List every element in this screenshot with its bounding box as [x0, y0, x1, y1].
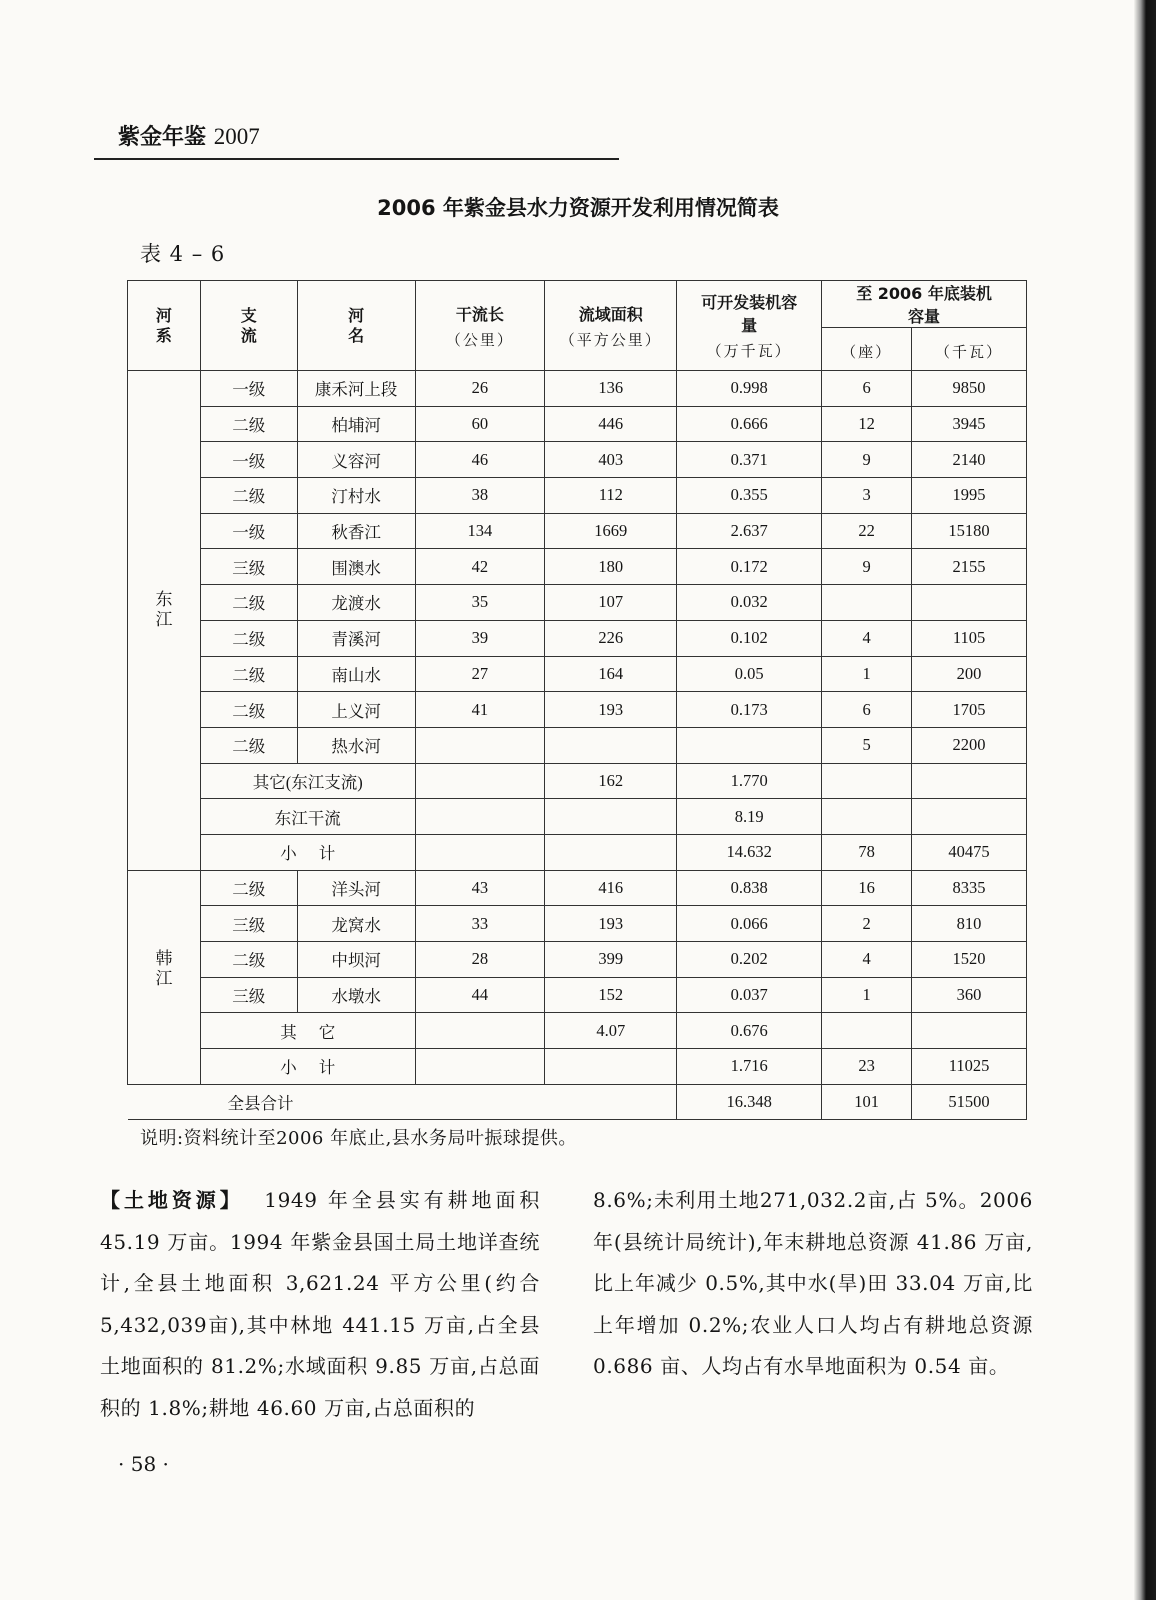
running-header	[118, 120, 260, 151]
cell-kw	[912, 799, 1027, 835]
cell-area: 107	[545, 585, 677, 621]
cell-count: 9	[822, 549, 912, 585]
cell-main-label: 东江干流	[200, 799, 415, 835]
cell-capacity: 0.998	[677, 371, 822, 407]
body-column-right	[593, 1180, 1033, 1388]
cell-length	[415, 763, 545, 799]
table-note: 说明:资料统计至2006 年底止,县水务局叶振球提供。	[140, 1128, 577, 1149]
cell-count: 6	[822, 692, 912, 728]
cell-length: 33	[415, 906, 545, 942]
table-row	[128, 727, 1027, 763]
cell-capacity: 2.637	[677, 513, 822, 549]
cell-name: 秋香江	[297, 513, 415, 549]
cell-area	[545, 834, 677, 870]
cell-name: 上义河	[297, 692, 415, 728]
cell-kw: 15180	[912, 513, 1027, 549]
cell-level: 三级	[200, 549, 297, 585]
cell-subtotal-label: 小计	[200, 1049, 415, 1085]
cell-length: 46	[415, 442, 545, 478]
cell-count: 1	[822, 656, 912, 692]
cell-count	[822, 585, 912, 621]
table-row	[128, 656, 1027, 692]
region-hanjiang: 韩江	[128, 870, 201, 1084]
cell-count	[822, 763, 912, 799]
table-row-other	[128, 1013, 1027, 1049]
table-row-other	[128, 763, 1027, 799]
cell-name: 汀村水	[297, 478, 415, 514]
table-row	[128, 513, 1027, 549]
cell-name: 热水河	[297, 727, 415, 763]
cell-name: 康禾河上段	[297, 371, 415, 407]
table-row-subtotal	[128, 834, 1027, 870]
cell-name: 围澳水	[297, 549, 415, 585]
cell-length: 60	[415, 406, 545, 442]
cell-capacity: 14.632	[677, 834, 822, 870]
cell-area: 446	[545, 406, 677, 442]
cell-count: 6	[822, 371, 912, 407]
cell-kw: 360	[912, 977, 1027, 1013]
cell-length	[415, 834, 545, 870]
cell-length	[415, 1049, 545, 1085]
cell-kw: 1995	[912, 478, 1027, 514]
cell-kw: 8335	[912, 870, 1027, 906]
body-text-left: 1949 年全县实有耕地面积45.19 万亩。1994 年紫金县国土局土地详查统计,全县土地面积 3,621.24 平方公里(约合 5,432,039亩),其中林地 441.15 万亩,占全县土地面积的 81.2%;水域面积 9.85 万亩,占总面积的 1.8%;耕地 46.60 万亩,占总面积的	[100, 1188, 540, 1420]
cell-count: 16	[822, 870, 912, 906]
table-row	[128, 585, 1027, 621]
header-year: 2007	[213, 124, 260, 149]
cell-capacity: 1.716	[677, 1049, 822, 1085]
table-row-main	[128, 799, 1027, 835]
header-book: 紫金年鉴	[118, 125, 207, 150]
cell-area	[545, 799, 677, 835]
cell-capacity: 0.202	[677, 942, 822, 978]
header-installed-kw: （千瓦）	[912, 328, 1027, 371]
cell-kw: 11025	[912, 1049, 1027, 1085]
cell-length: 41	[415, 692, 545, 728]
cell-level: 一级	[200, 513, 297, 549]
cell-level: 二级	[200, 727, 297, 763]
hydropower-table	[127, 280, 1027, 1120]
cell-kw: 1705	[912, 692, 1027, 728]
cell-level: 二级	[200, 620, 297, 656]
cell-area: 136	[545, 371, 677, 407]
table-row-total	[128, 1084, 1027, 1120]
cell-name: 洋头河	[297, 870, 415, 906]
table-label: 表 4 – 6	[140, 242, 226, 266]
cell-count: 12	[822, 406, 912, 442]
cell-length: 42	[415, 549, 545, 585]
body-column-left	[100, 1180, 540, 1429]
cell-name: 水墩水	[297, 977, 415, 1013]
cell-count: 78	[822, 834, 912, 870]
table-row	[128, 620, 1027, 656]
cell-length	[415, 727, 545, 763]
cell-area: 403	[545, 442, 677, 478]
cell-capacity: 0.066	[677, 906, 822, 942]
cell-capacity: 0.05	[677, 656, 822, 692]
cell-other-label: 其它(东江支流)	[200, 763, 415, 799]
cell-length: 27	[415, 656, 545, 692]
cell-area: 226	[545, 620, 677, 656]
cell-area: 112	[545, 478, 677, 514]
cell-kw	[912, 763, 1027, 799]
cell-capacity: 0.355	[677, 478, 822, 514]
cell-kw: 51500	[912, 1084, 1027, 1120]
cell-capacity: 0.666	[677, 406, 822, 442]
header-rule	[94, 158, 619, 160]
cell-length: 28	[415, 942, 545, 978]
cell-capacity: 16.348	[677, 1084, 822, 1120]
cell-kw: 3945	[912, 406, 1027, 442]
cell-area: 193	[545, 906, 677, 942]
cell-area: 416	[545, 870, 677, 906]
cell-count: 2	[822, 906, 912, 942]
cell-kw: 9850	[912, 371, 1027, 407]
cell-level: 二级	[200, 692, 297, 728]
cell-subtotal-label: 小计	[200, 834, 415, 870]
cell-area: 1669	[545, 513, 677, 549]
cell-area: 180	[545, 549, 677, 585]
cell-length: 35	[415, 585, 545, 621]
table-row	[128, 406, 1027, 442]
cell-name: 柏埔河	[297, 406, 415, 442]
region-dongjiang: 东江	[128, 371, 201, 871]
cell-capacity: 0.172	[677, 549, 822, 585]
table-row	[128, 549, 1027, 585]
cell-kw: 2140	[912, 442, 1027, 478]
cell-length	[415, 799, 545, 835]
table-row	[128, 942, 1027, 978]
cell-area	[545, 727, 677, 763]
cell-length: 39	[415, 620, 545, 656]
cell-capacity: 8.19	[677, 799, 822, 835]
cell-level: 二级	[200, 942, 297, 978]
header-branch: 支流	[200, 281, 297, 371]
cell-name: 南山水	[297, 656, 415, 692]
header-river-system: 河系	[128, 281, 201, 371]
cell-level: 二级	[200, 656, 297, 692]
cell-level: 三级	[200, 906, 297, 942]
cell-area: 164	[545, 656, 677, 692]
header-river-name: 河名	[297, 281, 415, 371]
cell-name: 龙窝水	[297, 906, 415, 942]
scan-edge	[1134, 0, 1156, 1600]
table-row-subtotal	[128, 1049, 1027, 1085]
table-row	[128, 870, 1027, 906]
cell-count: 4	[822, 942, 912, 978]
cell-area	[545, 1049, 677, 1085]
cell-name: 青溪河	[297, 620, 415, 656]
cell-kw: 2200	[912, 727, 1027, 763]
cell-level: 二级	[200, 406, 297, 442]
cell-capacity	[677, 727, 822, 763]
cell-length: 38	[415, 478, 545, 514]
cell-kw: 40475	[912, 834, 1027, 870]
cell-area: 193	[545, 692, 677, 728]
cell-other-label: 其它	[200, 1013, 415, 1049]
cell-level: 三级	[200, 977, 297, 1013]
cell-capacity: 0.838	[677, 870, 822, 906]
cell-count: 1	[822, 977, 912, 1013]
cell-count: 4	[822, 620, 912, 656]
header-area: 流域面积 （平方公里）	[545, 281, 677, 371]
cell-name: 中坝河	[297, 942, 415, 978]
cell-count: 23	[822, 1049, 912, 1085]
cell-level: 二级	[200, 585, 297, 621]
table-row	[128, 977, 1027, 1013]
header-installed: 至 2006 年底装机容量	[822, 281, 1027, 328]
cell-level: 一级	[200, 371, 297, 407]
cell-area: 152	[545, 977, 677, 1013]
section-heading: 【土地资源】	[100, 1188, 244, 1212]
cell-count: 101	[822, 1084, 912, 1120]
cell-name: 龙渡水	[297, 585, 415, 621]
table-row	[128, 692, 1027, 728]
cell-kw: 810	[912, 906, 1027, 942]
cell-length: 43	[415, 870, 545, 906]
cell-area: 162	[545, 763, 677, 799]
cell-length	[415, 1013, 545, 1049]
cell-capacity: 0.371	[677, 442, 822, 478]
cell-count	[822, 799, 912, 835]
table-row	[128, 371, 1027, 407]
cell-total-label: 全县合计	[128, 1084, 677, 1120]
header-length: 干流长 （公里）	[415, 281, 545, 371]
cell-length: 134	[415, 513, 545, 549]
cell-level: 二级	[200, 478, 297, 514]
cell-count: 5	[822, 727, 912, 763]
cell-capacity: 0.037	[677, 977, 822, 1013]
cell-capacity: 0.676	[677, 1013, 822, 1049]
cell-capacity: 0.032	[677, 585, 822, 621]
cell-kw: 200	[912, 656, 1027, 692]
cell-capacity: 0.173	[677, 692, 822, 728]
table-row	[128, 906, 1027, 942]
cell-count: 9	[822, 442, 912, 478]
cell-kw	[912, 1013, 1027, 1049]
cell-kw: 1105	[912, 620, 1027, 656]
cell-area: 4.07	[545, 1013, 677, 1049]
page-number: · 58 ·	[118, 1452, 169, 1476]
cell-length: 44	[415, 977, 545, 1013]
cell-level: 一级	[200, 442, 297, 478]
cell-count	[822, 1013, 912, 1049]
table-row	[128, 442, 1027, 478]
cell-capacity: 1.770	[677, 763, 822, 799]
cell-level: 二级	[200, 870, 297, 906]
table-title: 2006 年紫金县水力资源开发利用情况简表	[377, 196, 779, 220]
cell-name: 义容河	[297, 442, 415, 478]
cell-length: 26	[415, 371, 545, 407]
cell-kw	[912, 585, 1027, 621]
cell-count: 22	[822, 513, 912, 549]
header-capacity: 可开发装机容量 （万千瓦）	[677, 281, 822, 371]
cell-capacity: 0.102	[677, 620, 822, 656]
cell-count: 3	[822, 478, 912, 514]
body-text-right: 8.6%;未利用土地271,032.2亩,占 5%。2006 年(县统计局统计),年末耕地总资源 41.86 万亩,比上年减少 0.5%,其中水(旱)田 33.04 万亩,比上年增加 0.2%;农业人口人均占有耕地总资源 0.686 亩、人均占有水旱地面积为 0.54 亩。	[593, 1188, 1033, 1378]
cell-area: 399	[545, 942, 677, 978]
cell-kw: 2155	[912, 549, 1027, 585]
cell-kw: 1520	[912, 942, 1027, 978]
table-row	[128, 478, 1027, 514]
header-installed-count: （座）	[822, 328, 912, 371]
